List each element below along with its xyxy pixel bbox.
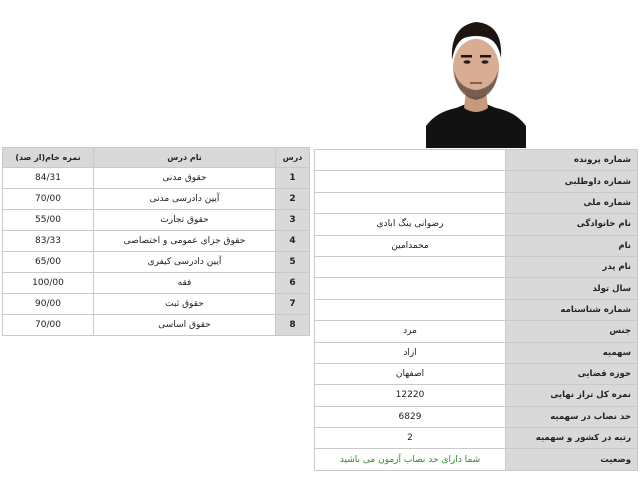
info-label: شماره شناسنامه — [506, 299, 638, 320]
info-label: حد نصاب در سهمیه — [506, 406, 638, 427]
raw-score: 65/00 — [3, 252, 94, 273]
course-name: حقوق ثبت — [94, 294, 276, 315]
course-number: 3 — [276, 210, 310, 231]
info-label: سال تولد — [506, 278, 638, 299]
course-name: آیین دادرسی مدنی — [94, 189, 276, 210]
header-course-number: درس — [276, 148, 310, 168]
info-row — [315, 150, 638, 171]
course-name: آیین دادرسی کیفری — [94, 252, 276, 273]
info-row — [315, 192, 638, 213]
course-number: 4 — [276, 231, 310, 252]
course-number: 7 — [276, 294, 310, 315]
course-name: فقه — [94, 273, 276, 294]
info-row — [315, 278, 638, 299]
info-value: شما دارای حد نصاب آزمون می باشید — [315, 449, 506, 470]
info-row — [315, 406, 638, 427]
course-number: 2 — [276, 189, 310, 210]
course-number: 5 — [276, 252, 310, 273]
info-label: نام پدر — [506, 256, 638, 277]
raw-score: 70/00 — [3, 315, 94, 336]
grade-row — [3, 231, 310, 252]
info-value — [315, 192, 506, 213]
info-label: جنس — [506, 321, 638, 342]
course-name: حقوق تجارت — [94, 210, 276, 231]
info-value: 2 — [315, 428, 506, 449]
info-label: رتبه در کشور و سهمیه — [506, 428, 638, 449]
profile-photo — [426, 8, 526, 148]
info-label: نام خانوادگی — [506, 214, 638, 235]
course-name: حقوق اساسی — [94, 315, 276, 336]
info-value: اصفهان — [315, 363, 506, 384]
info-value — [315, 150, 506, 171]
info-value: محمدامین — [315, 235, 506, 256]
info-row — [315, 428, 638, 449]
header-course-name: نام درس — [94, 148, 276, 168]
info-row — [315, 449, 638, 470]
info-row — [315, 342, 638, 363]
raw-score: 100/00 — [3, 273, 94, 294]
info-value: مرد — [315, 321, 506, 342]
header-raw-score: نمره خام(از صد) — [3, 148, 94, 168]
grade-row — [3, 189, 310, 210]
info-label: سهمیه — [506, 342, 638, 363]
info-value: 6829 — [315, 406, 506, 427]
info-row — [315, 235, 638, 256]
info-value: 12220 — [315, 385, 506, 406]
grade-row — [3, 168, 310, 189]
grade-row — [3, 210, 310, 231]
info-value: رضوانی ینگ ابادی — [315, 214, 506, 235]
info-label: حوزه قضایی — [506, 363, 638, 384]
grades-header-row — [3, 148, 310, 168]
raw-score: 70/00 — [3, 189, 94, 210]
course-name: حقوق جزای عمومی و اختصاصی — [94, 231, 276, 252]
raw-score: 83/33 — [3, 231, 94, 252]
info-row — [315, 256, 638, 277]
course-number: 6 — [276, 273, 310, 294]
grade-row — [3, 273, 310, 294]
info-row — [315, 321, 638, 342]
candidate-info-table — [314, 149, 638, 471]
info-row — [315, 171, 638, 192]
info-label: شماره ملی — [506, 192, 638, 213]
course-name: حقوق مدنی — [94, 168, 276, 189]
info-row — [315, 363, 638, 384]
raw-score: 90/00 — [3, 294, 94, 315]
info-value — [315, 299, 506, 320]
grade-row — [3, 252, 310, 273]
grade-row — [3, 294, 310, 315]
course-number: 8 — [276, 315, 310, 336]
info-label: وضعیت — [506, 449, 638, 470]
info-label: شماره داوطلبی — [506, 171, 638, 192]
info-row — [315, 214, 638, 235]
info-value — [315, 278, 506, 299]
info-value: ازاد — [315, 342, 506, 363]
grade-row — [3, 315, 310, 336]
info-row — [315, 385, 638, 406]
info-label: شماره پرونده — [506, 150, 638, 171]
raw-score: 55/00 — [3, 210, 94, 231]
info-row — [315, 299, 638, 320]
raw-score: 84/31 — [3, 168, 94, 189]
info-label: نام — [506, 235, 638, 256]
info-value — [315, 256, 506, 277]
info-value — [315, 171, 506, 192]
grades-table — [2, 147, 310, 336]
info-label: نمره کل تراز نهایی — [506, 385, 638, 406]
course-number: 1 — [276, 168, 310, 189]
